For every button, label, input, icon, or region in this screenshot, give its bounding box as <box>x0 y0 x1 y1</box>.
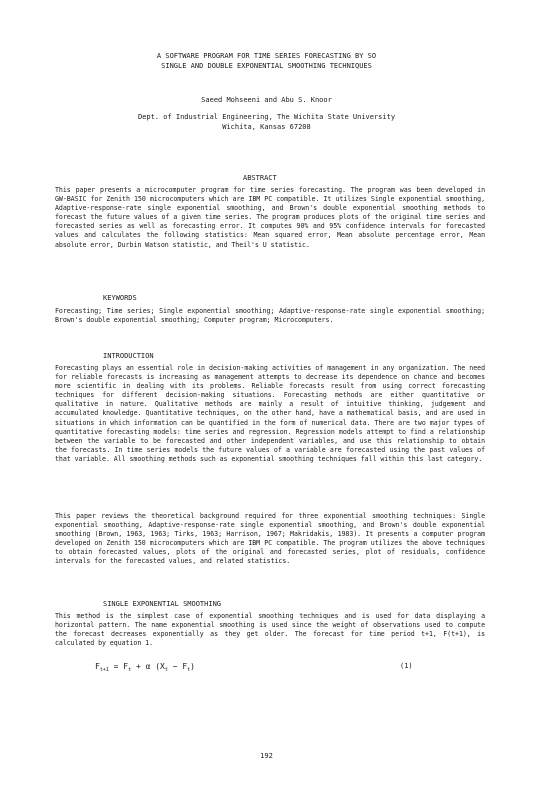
paper-title-line-2: SINGLE AND DOUBLE EXPONENTIAL SMOOTHING TECHNIQUES <box>161 62 372 70</box>
equation-number: (1) <box>400 662 413 670</box>
introduction-paragraph-2: This paper reviews the theoretical background required for three exponential smoothing techniques: Single exponential smoothing, Adaptive-response-rate single exponential smoothing, and Brown's double exponential smoothing (Brown, 1963, 1963; Tirks, 1963; Harrison, 1967; Makridakis, 1983). It presents a computer program developed on Zenith 150 microcomputers which are IBM PC compatible. The program utilizes the above techniques to obtain forecasted values, plots of the original and forecasted series, plot of residuals, confidence intervals for the forecasted values, and related statistics. <box>55 512 485 566</box>
affiliation-line-2: Wichita, Kansas 67208 <box>222 123 311 131</box>
introduction-paragraph-1: Forecasting plays an essential role in decision-making activities of management in any organization. The need for reliable forecasts is increasing as management attempts to decrease its dependence on chance and becomes more scientific in dealing with its problems. Reliable forecasts result from using correct forecasting techniques for different decision-making situations. Forecasting methods are either quantitative or qualitative in nature. Qualitative methods are mainly a result of intuitive thinking, judgement and accumulated knowledge. Quantitative techniques, on the other hand, have a mathematical basis, and are used in situations in which information can be quantified in the form of numerical data. There are two major types of quantitative forecasting models: time series and regression. Regression models attempt to find a relationship between the variable to be forecasted and other independent variables, and use this relationship to obtain the forecasts. In time series models the future values of a variable are forecasted using the past values of that variable. All smoothing methods such as exponential smoothing techniques fall within this last category. <box>55 364 485 463</box>
introduction-heading: INTRODUCTION <box>103 352 154 360</box>
authors: Saeed Mohseeni and Abu S. Knoor <box>201 96 332 104</box>
abstract-heading: ABSTRACT <box>243 174 277 182</box>
page-number: 192 <box>260 752 273 760</box>
paper-title-line-1: A SOFTWARE PROGRAM FOR TIME SERIES FORECASTING BY SO <box>156 52 377 60</box>
affiliation-line-1: Dept. of Industrial Engineering, The Wichita State University <box>137 113 396 121</box>
keywords-text: Forecasting; Time series; Single exponential smoothing; Adaptive-response-rate single exponential smoothing; Brown's double exponential smoothing; Computer program; Microcomputers. <box>55 307 485 325</box>
equation-1: $F_{t+1} = F_t + \alpha$ $(X_t - F_t)$ <box>95 662 195 673</box>
abstract-text: This paper presents a microcomputer program for time series forecasting. The program was been developed in GW-BASIC for Zenith 150 microcomputers which are IBM PC compatible. It utilizes Single exponential smoothing, Adaptive-response-rate single exponential smoothing, and Brown's double exponential smoothing methods to forecast the future values of a given time series. The program produces plots of the original time series and forecasted series as well as forecasting error. It computes 90% and 95% confidence intervals for forecasted values and calculates the following statistics: Mean squared error, Mean absolute percentage error, Mean absolute error, Durbin Watson statistic, and Theil's U statistic. <box>55 186 485 249</box>
keywords-heading: KEYWORDS <box>103 294 137 302</box>
single-smoothing-text: This method is the simplest case of exponential smoothing techniques and is used for data displaying a horizontal pattern. The name exponential smoothing is used since the weight of observations used to compute the forecast decreases exponentially as they get older. The forecast for time period t+1, F(t+1), is calculated by equation 1. <box>55 612 485 648</box>
single-smoothing-heading: SINGLE EXPONENTIAL SMOOTHING <box>103 600 222 608</box>
